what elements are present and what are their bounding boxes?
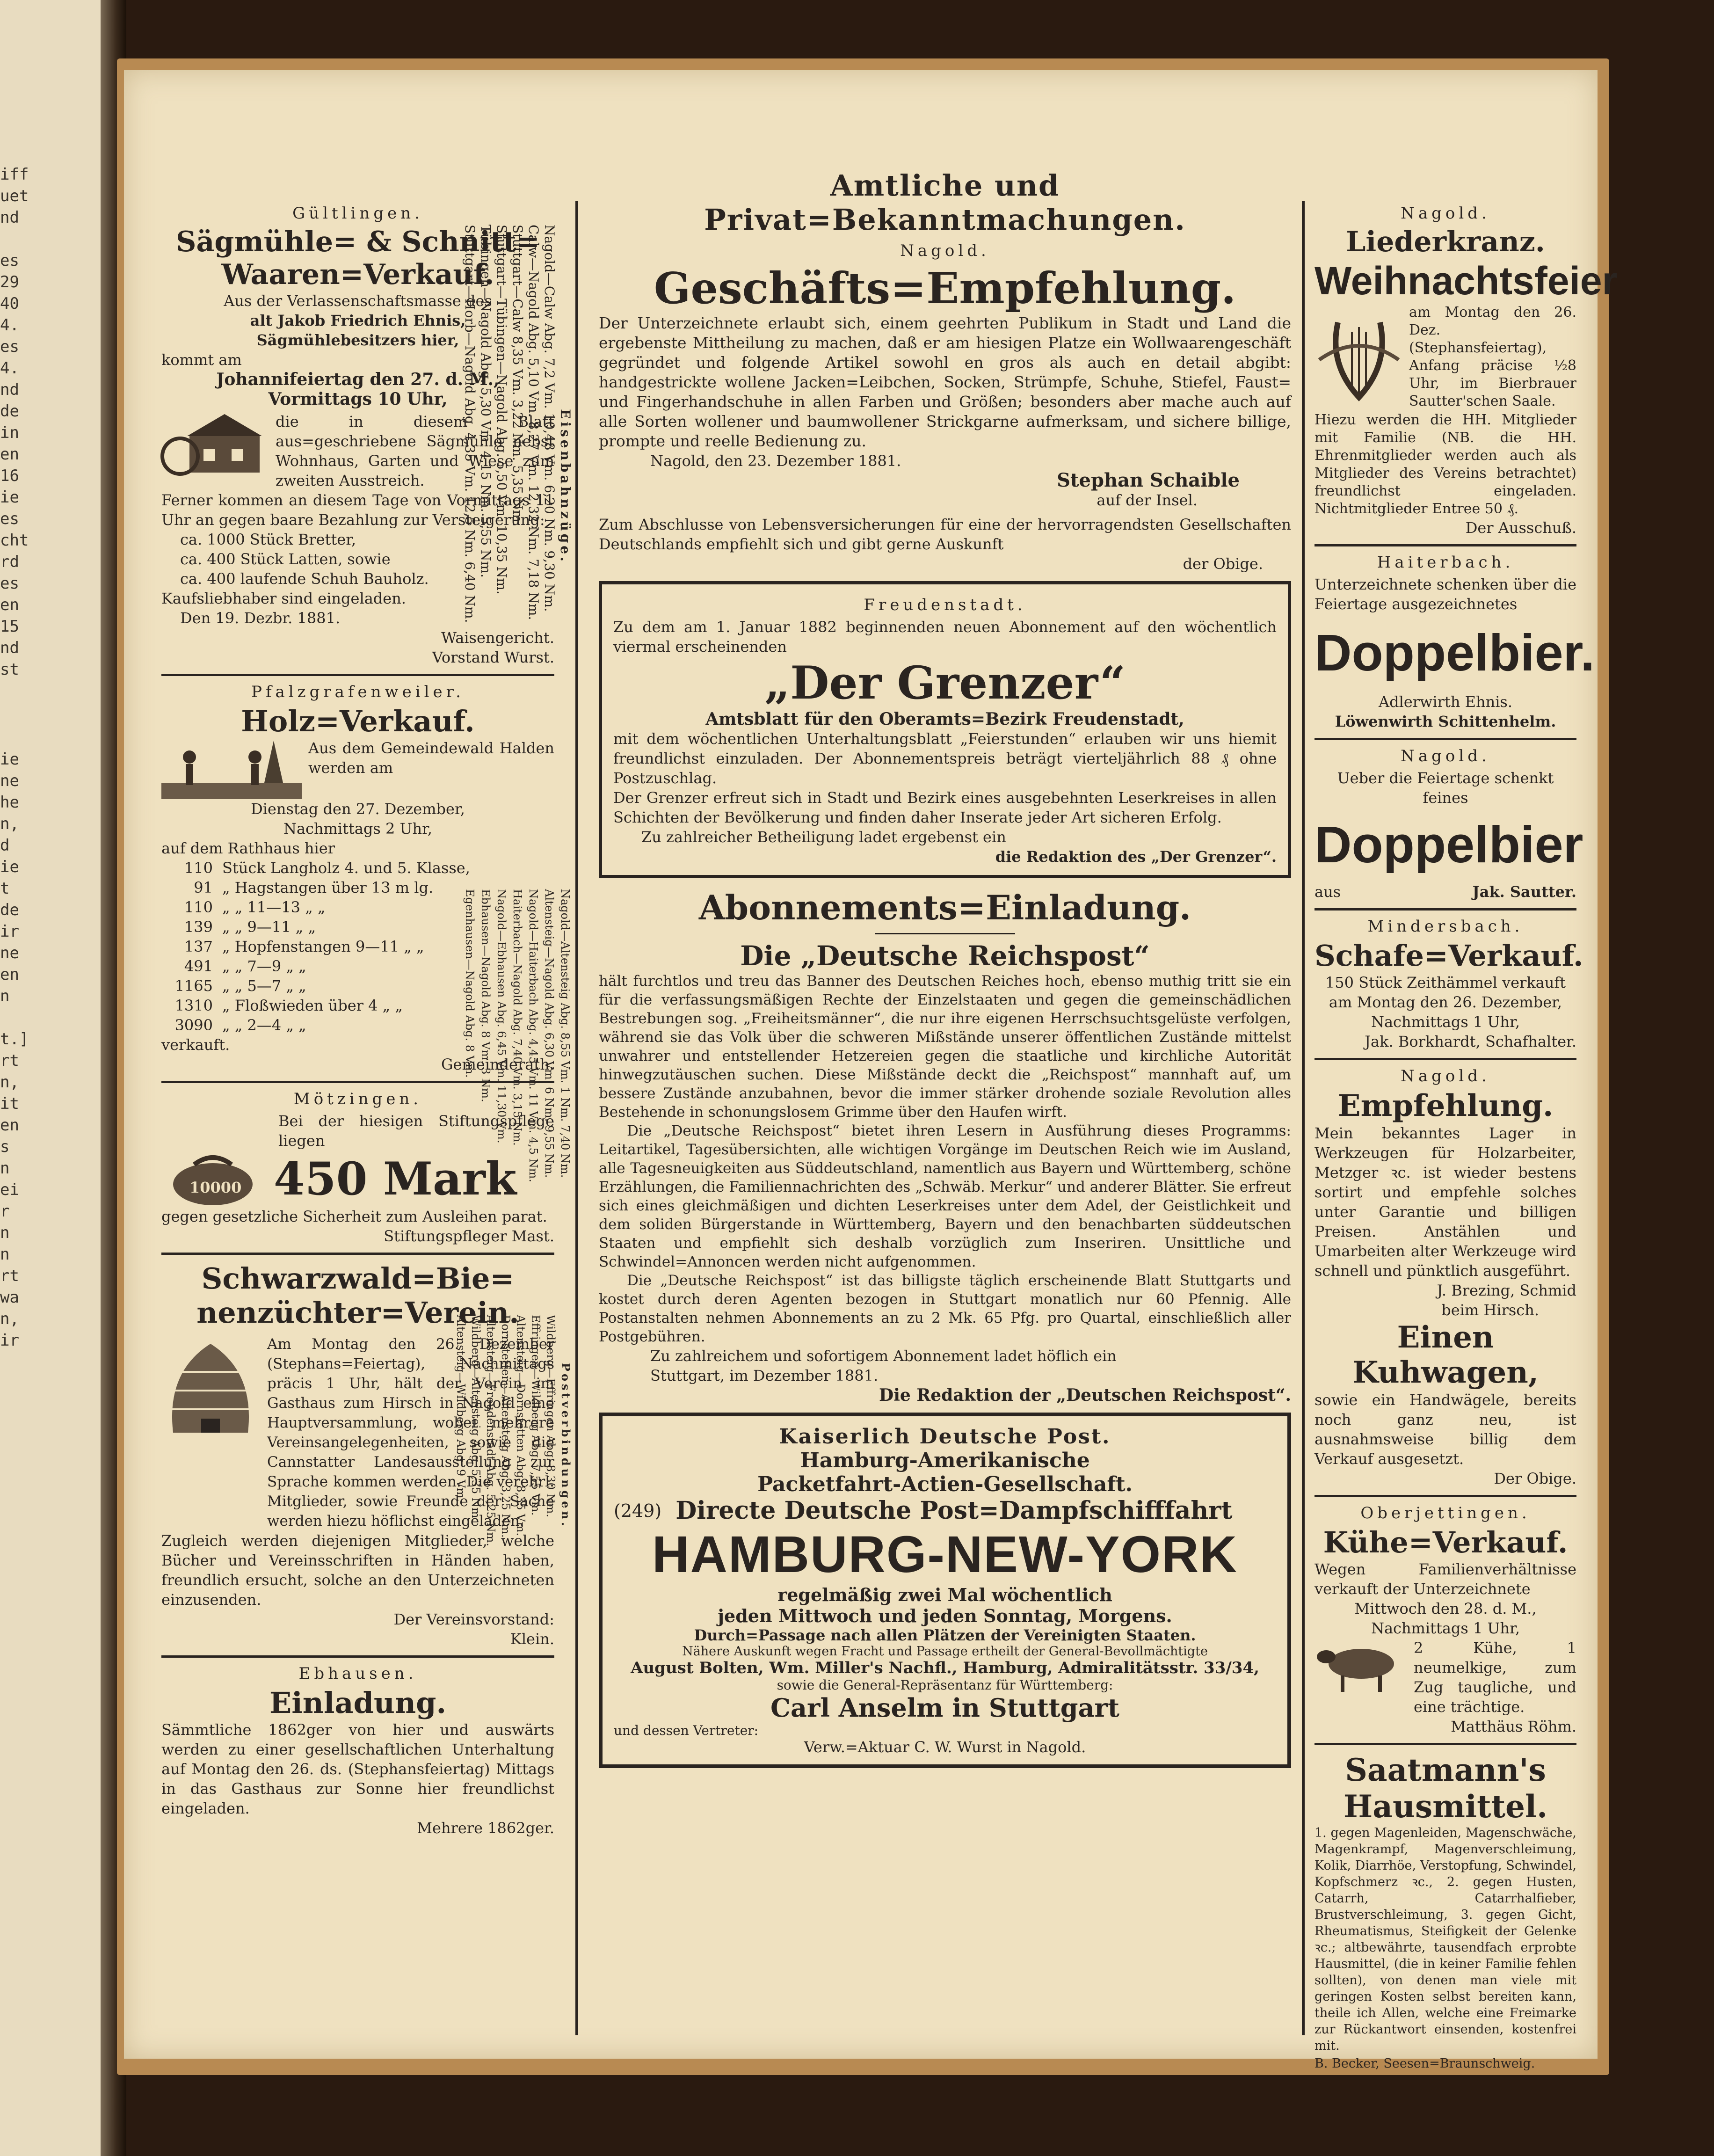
text: ca. 400 Stück Latten, sowie — [180, 550, 391, 568]
timetable-row: Altensteig—Wildberg Abg. 9 Vm. — [454, 1315, 467, 1502]
signature: Der Vereinsvorstand: — [393, 1610, 554, 1628]
signature: Mehrere 1862ger. — [417, 1819, 554, 1837]
text: 1. gegen Magenleiden, Magenschwäche, Magenkrampf, Magenverschleimung, Kolik, Diarrhöe, Verstopfung, Schwindel, Kopfschmerz ꝛc., 2. gegen Husten, Catarrh, Catarrhalfieber, Brustverschleimung, 3. gegen Gicht, Rheumatismus, Steifigkeit der Gelenke ꝛc.; altbewährte, tausendfach erprobte Hausmittel, (die in keiner Familie fehlen sollten), von denen man viele mit geringen Kosten selbst bereiten kann, theile ich Allen, welche eine Freimarke zur Rückantwort einsenden, kostenfrei mit. — [1315, 1826, 1576, 2053]
lyre-emblem-icon — [1315, 304, 1403, 411]
divider — [1315, 1495, 1576, 1497]
column-rule-right — [1302, 201, 1305, 2035]
ad-nagold-bier — [1315, 747, 1583, 902]
text: Carl Anselm in Stuttgart — [770, 1693, 1119, 1723]
timetable-row: Stuttgart—Calw 8,35 Vm. 3,22 Nm. 5,35 Nm. — [510, 225, 525, 527]
text: Der Grenzer erfreut sich in Stadt und Bezirk eines ausgebehnten Leserkreises in allen Schichten der Bevölkerung und finden daher Inserate jeder Art sicheren Erfolg. — [613, 789, 1277, 826]
text: Vormittags 10 Uhr, — [268, 389, 448, 409]
title: Doppelbier. — [1315, 624, 1595, 682]
text: Den 19. Dezbr. 1881. — [180, 609, 341, 627]
timetable-row: Haiterbach—Nagold Abg. 7,40 Vm. 3,15 Nm. — [511, 889, 524, 1146]
title: Einladung. — [269, 1686, 447, 1720]
title: Holz=Verkauf. — [241, 704, 475, 738]
title: Einen Kuhwagen, — [1352, 1320, 1539, 1390]
place: Nagold. — [1401, 747, 1490, 765]
text: Hamburg-Amerikanische — [800, 1449, 1090, 1472]
title: Abonnements=Einladung. — [698, 888, 1191, 927]
facing-page-text-top: iff uet nd es 29 40 4. es 4. nd de in en 16 ie es cht rd es en 15 nd st — [0, 165, 29, 679]
title: nenzüchter=Verein. — [196, 1296, 519, 1330]
text: Aus dem Gemeindewald Halden werden am — [308, 739, 554, 777]
text: Hiezu werden die HH. Mitglieder mit Familie (NB. die HH. Ehrenmitglieder werden auch als Mitglieder des Vereins betrachtet) freundlichst eingeladen. Nichtmitglieder Entree 50 ₰. — [1315, 412, 1576, 517]
title: Weihnachtsfeier — [1315, 259, 1618, 303]
newspaper-page — [124, 70, 1618, 2071]
signature: Vorstand Wurst. — [432, 648, 554, 666]
text: Aus der Verlassenschaftsmasse des — [224, 292, 492, 310]
mill-illustration-icon — [161, 412, 269, 477]
signature: Stiftungspfleger Mast. — [384, 1227, 554, 1245]
signature: beim Hirsch. — [1441, 1301, 1539, 1319]
text: Am Montag den 26. Dezember (Stephans=Feiertag), Nachmittags präcis 1 Uhr, hält der Verein im Gasthaus zum Hirsch in Nagold eine Hauptversammlung, wobei mehrere Vereinsangelegenheiten, sowie die Cannstatter Landesausstellung zur Sprache kommen werden. Die verehrl. Mitglieder, sowie Freunde der Sache werden hiezu höflichst eingeladen. — [267, 1336, 554, 1530]
divider — [1315, 738, 1576, 740]
place: Nagold. — [900, 241, 990, 260]
signature: Matthäus Röhm. — [1451, 1718, 1576, 1735]
post-timetable — [456, 1315, 573, 1577]
ad-mindersbach — [1315, 917, 1583, 1051]
place: Gültlingen. — [292, 204, 423, 223]
ad-hamburg-box — [599, 1413, 1291, 1768]
text: ca. 400 laufende Schuh Bauholz. — [180, 570, 429, 588]
timetable-title: Eisenbahnzüge. — [558, 409, 573, 564]
table-row: 91 „ Hagstangen über 13 m lg. — [194, 879, 434, 896]
title: Schafe=Verkauf. — [1315, 939, 1583, 973]
text: Zugleich werden diejenigen Mitglieder, welche Bücher und Vereinsschriften in Händen haben, freundlich ersucht, solche an den Unterzeichneten einzusenden. — [161, 1532, 554, 1609]
title: Liederkranz. — [1346, 226, 1545, 258]
text: Packetfahrt-Actien-Gesellschaft. — [757, 1472, 1133, 1496]
divider — [875, 933, 1015, 934]
title: Hausmittel. — [1343, 1788, 1548, 1825]
text: Nagold, den 23. Dezember 1881. — [650, 452, 901, 470]
railway-timetable-branch — [456, 889, 573, 1291]
signature: Die Redaktion der „Deutschen Reichspost“. — [879, 1385, 1291, 1405]
facing-page-edge — [0, 0, 117, 2156]
text: Ferner kommen an diesem Tage von Vormittags 11 Uhr an gegen baare Bezahlung zur Versteigerung: — [161, 491, 554, 529]
signature: B. Becker, Seesen=Braunschweig. — [1315, 2056, 1535, 2071]
text: die in diesem Blatt aus=geschriebene Sägmühle nebst Wohnhaus, Garten und Wiese zum zweiten Ausstreich. — [276, 413, 554, 489]
text: jeden Mittwoch und jeden Sonntag, Morgens. — [718, 1605, 1172, 1626]
timetable-row: Altensteig—Freudenstadt Abg. 5,25 Nm. — [484, 1315, 497, 1546]
text: Stuttgart, im Dezember 1881. — [650, 1367, 879, 1384]
middle-column — [599, 168, 1291, 1776]
text: mit dem wöchentlichen Unterhaltungsblatt „Feierstunden“ erlauben wir uns hiemit freundlichst einzuladen. Der Abonnementspreis beträgt vierteljährlich 88 ₰ ohne Postzuschlag. — [613, 730, 1277, 787]
signature: Gemeinderath. — [441, 1056, 554, 1073]
title: Sägmühle= & Schnitt= — [176, 226, 540, 258]
section-masthead: Amtliche und Privat=Bekanntmachungen. — [704, 168, 1186, 237]
subtitle: Die „Deutsche Reichspost“ — [740, 940, 1150, 972]
divider — [1315, 544, 1576, 546]
text: Unterzeichnete schenken über die Feiertage ausgezeichnetes — [1315, 575, 1576, 613]
right-column — [1315, 201, 1618, 2074]
text: aus — [1315, 883, 1341, 901]
timetable-row: Wildberg—Altensteig Abg. 5,35 Nm. — [469, 1315, 482, 1522]
railway-timetable — [456, 225, 573, 749]
text: Mittwoch den 28. d. M., Nachmittags 1 Uhr, — [1354, 1600, 1537, 1637]
table-row: 1165 „ „ 5—7 „ „ — [174, 977, 306, 995]
place: Nagold. — [1401, 1067, 1490, 1085]
timetable-row: Nagold—Altensteig Abg. 8,55 Vm. 1 Nm. 7,40 Nm. — [559, 889, 572, 1178]
timetable-row: Stuttgart—Tübingen—Nagold Abg. 5,50 Vm. 10,35 Nm. — [494, 225, 509, 595]
text: Ueber die Feiertage schenkt feines — [1337, 769, 1554, 807]
table-row: 139 „ „ 9—11 „ „ — [184, 918, 316, 936]
signature: Der Ausschuß. — [1465, 519, 1576, 537]
money-bag-label: 10000 — [189, 1179, 242, 1196]
place: Mindersbach. — [1367, 917, 1524, 936]
text: Der Unterzeichnete erlaubt sich, einem geehrten Publikum in Stadt und Land die ergebenste Mittheilung zu machen, daß er am hiesigen Platze ein Wollwaarengeschäft gegründet und folgende Artikel sowohl en gros als auch en detail abgibt: handgestrickte wollene Jacken=Leibchen, Socken, Strümpfe, Schuhe, Stiefel, Faust= und Fingerhandschuhe in allen Farben und Größen; besonders aber mache auch auf alle Sorten wollener und baumwollener Strickgarne aufmerksam, und sichere billige, prompte und reelle Bedienung zu. — [599, 314, 1291, 450]
timetable-row: Nagold—Calw Abg. 7,2 Vm. 10,48 Vm. 6,20 Nm. 9,30 Nm. — [542, 225, 557, 612]
text: August Bolten, Wm. Miller's Nachfl., Hamburg, Admiralitätsstr. 33/34, — [631, 1659, 1259, 1677]
place: Ebhausen. — [298, 1664, 417, 1683]
divider — [1315, 1743, 1576, 1745]
text: Nachmittags 2 Uhr, — [283, 820, 433, 838]
text: Zu zahlreicher Betheiligung ladet ergebenst ein — [641, 828, 1006, 846]
text: Kaufsliebhaber sind eingeladen. — [161, 590, 406, 607]
facing-page-text-bottom: ie ne he n, d ie t de ir ne en n t.] rt n, it en s n ei r n n rt wa n, ir — [0, 750, 29, 1350]
timetable-row: Wildberg—Effringen Abg. 8,30 Nm. — [544, 1315, 557, 1517]
text: Johannifeiertag den 27. d. M., — [216, 370, 500, 389]
timetable-title: Postverbindungen. — [559, 1362, 573, 1529]
signature: Der Obige. — [1494, 1470, 1576, 1487]
text: Directe Deutsche Post=Dampfschifffahrt — [675, 1496, 1233, 1525]
woodcutters-illustration-icon — [161, 738, 302, 799]
signature: Stephan Schaible — [1057, 469, 1240, 491]
title: HAMBURG-NEW-YORK — [652, 1526, 1238, 1583]
text: sowie ein Handwägele, bereits noch ganz neu, ist ausnahmsweise billig dem Verkauf ausgesetzt. — [1315, 1391, 1576, 1468]
text: Sämmtliche 1862ger von hier und auswärts werden zu einer gesellschaftlichen Unterhaltung auf Montag den 26. ds. (Stephansfeiertag) Mittags in das Gasthaus zur Sonne hier freundlichst eingeladen. — [161, 1721, 554, 1817]
timetable-row: Effringen—Wildberg Abg. 7,55 Vm. — [529, 1315, 542, 1516]
title: Kühe=Verkauf. — [1323, 1525, 1568, 1559]
text: 2 Kühe, 1 neumelkige, zum Zug taugliche, und eine trächtige. — [1414, 1639, 1576, 1716]
text: kommt am — [161, 351, 242, 369]
divider — [161, 1655, 554, 1658]
text: Wegen Familienverhältnisse verkauft der Unterzeichnete — [1315, 1560, 1576, 1598]
text: verkauft. — [161, 1036, 230, 1054]
text: sowie die General-Repräsentanz für Württemberg: — [777, 1677, 1113, 1693]
text: alt Jakob Friedrich Ehnis, — [250, 312, 466, 329]
text: ca. 1000 Stück Bretter, — [180, 531, 356, 548]
signature: Jak. Sautter. — [1472, 883, 1576, 901]
ad-grenzer-box — [599, 581, 1291, 878]
timetable-row: Altensteig—Dornstetten Abg. 8,35 Vm. — [514, 1315, 527, 1536]
ad-haiterbach — [1315, 553, 1595, 731]
signature: die Redaktion des „Der Grenzer“. — [995, 848, 1277, 866]
text: Amtsblatt für den Oberamts=Bezirk Freudenstadt, — [705, 709, 1184, 729]
timetable-row: Tübingen—Nagold Abg. 5,30 Vm. 4,15 Nm. 5,55 Nm. — [478, 225, 494, 578]
text: Sägmühlebesitzers hier, — [256, 331, 459, 349]
table-row: 491 „ „ 7—9 „ „ — [184, 957, 306, 975]
text: Zu dem am 1. Januar 1882 beginnenden neuen Abonnement auf den wöchentlich viermal erscheinenden — [613, 618, 1277, 656]
table-row: 110 Stück Langholz 4. und 5. Klasse, — [184, 859, 470, 877]
timetable-row: Nagold—Ebhausen Abg. 6,45 Vm. 11,30 Vm. — [495, 889, 508, 1144]
signature: Waisengericht. — [441, 629, 554, 647]
text: regelmäßig zwei Mal wöchentlich — [777, 1584, 1112, 1605]
text: gegen gesetzliche Sicherheit zum Ausleihen parat. — [161, 1208, 547, 1225]
text: Zu zahlreichem und sofortigem Abonnement ladet höflich ein — [650, 1347, 1117, 1365]
ad-liederkranz — [1315, 204, 1618, 538]
ad-empfehlung — [1315, 1067, 1576, 1488]
table-row: 1310 „ Floßwieden über 4 „ „ — [174, 997, 403, 1014]
money-bag-icon — [161, 1151, 264, 1207]
table-row: 110 „ „ 11—13 „ „ — [184, 898, 326, 916]
text: Die „Deutsche Reichspost“ bietet ihren Lesern in Ausführung dieses Programms: Leitartikel, Tagesübersichten, alle wichtigen Vorgänge im Deutschen Reich wie im Ausland, alle Tagesneuigkeiten aus Süddeutschland, namentlich aus Bayern und Württemberg, schöne Erzählungen, die Familiennachrichten des „Schwäb. Merkur“ und anderer Blätter. Sie erfreut sich eines gleichmäßigen und dichten Leserkreises unter dem Adel, der Geistlichkeit und dem soliden Bürgerstande in Württemberg, Bayern und den benachbarten süddeutschen Staaten und empfiehlt sich deshalb vorzüglich zum Inseriren. Unsittliche und Schwindel=Annoncen werden nicht aufgenommen. — [599, 1122, 1291, 1270]
place: Oberjettingen. — [1360, 1504, 1531, 1522]
place: Mötzingen. — [293, 1090, 422, 1108]
column-rule-left — [575, 201, 578, 2035]
signature: der Obige. — [1183, 555, 1263, 573]
text: hält furchtlos und treu das Banner des Deutschen Reiches hoch, ebenso muthig tritt sie ein für die verfassungsmäßigen Rechte der Einzelstaaten und gegen die gemeinschädlichen Bestrebungen sog. „Freiheitsmänner“, die nur ihre eigenen Herrschsuchtsgelüste verfolgen, während sie das Volk über die schweren Mißstände unserer öffentlichen Zustände mittelst unwahrer und entstellender Hetzereien gegen die staatliche und kirchliche Autorität hinwegzutäuschen suchen. Diese Mißstände deckt die „Reichspost“ mannhaft auf, um bessere Zustände anzubahnen, bevor die immer stärker drohende soziale Revolution alles Bestehende in schonungslosem Grimme über den Haufen wirft. — [599, 973, 1291, 1121]
divider — [1315, 908, 1576, 910]
signature: Klein. — [510, 1630, 554, 1648]
amount: 450 Mark — [274, 1152, 517, 1205]
place: Nagold. — [1401, 204, 1490, 223]
title: „Der Grenzer“ — [764, 656, 1126, 709]
signature: auf der Insel. — [1097, 491, 1198, 509]
text: Mein bekanntes Lager in Werkzeugen für Holzarbeiter, Metzger ꝛc. ist wieder bestens sortirt und empfehle solches unter Garantie und billigen Preisen. Anstählen und Umarbeiten alter Werkzeuge wird schnell und pünktlich ausgeführt. — [1315, 1124, 1576, 1280]
place: Freudenstadt. — [864, 596, 1026, 614]
ad-saatmann — [1315, 1752, 1576, 2074]
text: Kaiserlich Deutsche Post. — [779, 1425, 1111, 1449]
text: und dessen Vertreter: — [614, 1723, 759, 1738]
timetable-row: Calw—Nagold Abg. 5,10 Vm. 8,27 Vm. 12,32 Nm. 7,18 Nm. — [526, 225, 541, 620]
title: Doppelbier — [1315, 816, 1583, 874]
timetable-row: Egenhausen—Nagold Abg. 8 Vm. — [463, 889, 476, 1078]
text: Nähere Auskunft wegen Fracht und Passage ertheilt der General-Bevollmächtigte — [682, 1644, 1208, 1659]
title: Geschäfts=Empfehlung. — [654, 263, 1236, 313]
timetable-row: Dornstetten—Altensteig Abg. 3,25 Nm. — [499, 1315, 512, 1538]
table-row: 137 „ Hopfenstangen 9—11 „ „ — [184, 938, 424, 955]
beehive-icon — [161, 1334, 260, 1442]
signature: J. Brezing, Schmid — [1437, 1282, 1576, 1299]
cow-illustration-icon — [1315, 1638, 1408, 1694]
text: Zum Abschlusse von Lebensversicherungen für eine der hervorragendsten Gesellschaften Deutschlands empfiehlt sich und gibt gerne Auskunft — [599, 516, 1291, 553]
text: 150 Stück Zeithämmel verkauft am Montag den 26. Dezember, Nachmittags 1 Uhr, — [1325, 974, 1566, 1031]
ad-ebh — [161, 1664, 554, 1838]
timetable-row: Altensteig—Nagold Abg. 6,30 Vm. 6 Nm. 9,55 Nm. — [543, 889, 556, 1178]
signature: Adlerwirth Ehnis. — [1378, 693, 1513, 711]
signature: Löwenwirth Schittenhelm. — [1335, 713, 1556, 730]
place: Haiterbach. — [1377, 553, 1514, 572]
text: am Montag den 26. Dez. (Stephansfeiertag), Anfang präcise ½8 Uhr, im Bierbrauer Sautter'schen Saale. — [1409, 304, 1576, 409]
title: Saatmann's — [1345, 1752, 1546, 1788]
ad-oberjettingen — [1315, 1504, 1576, 1736]
table-row: 3090 „ „ 2—4 „ „ — [174, 1016, 306, 1034]
title: Empfehlung. — [1337, 1088, 1554, 1123]
timetable-row: Stuttgart—Horb—Nagold Abg. 4,35 Vm. 12,5 Nm. 6,40 Nm. — [462, 225, 478, 623]
text: Dienstag den 27. Dezember, — [251, 800, 465, 818]
timetable-row: Ebhausen—Nagold Abg. 8 Vm. 3 Nm. — [479, 889, 492, 1102]
text: Verw.=Aktuar C. W. Wurst in Nagold. — [804, 1738, 1086, 1756]
text: auf dem Rathhaus hier — [161, 839, 335, 857]
signature: Jak. Borkhardt, Schafhalter. — [1365, 1033, 1576, 1050]
divider — [1315, 1058, 1576, 1060]
title: Waaren=Verkauf. — [221, 258, 494, 291]
timetable-row: Nagold—Haiterbach Abg. 4,45 Vm. 11 Vm. 4,5 Nm. — [527, 889, 540, 1183]
ad-number: (249) — [614, 1500, 662, 1521]
text: Bei der hiesigen Stiftungspflege liegen — [278, 1112, 554, 1150]
text: Durch=Passage nach allen Plätzen der Vereinigten Staaten. — [694, 1626, 1196, 1644]
text: Die „Deutsche Reichspost“ ist das billigste täglich erscheinende Blatt Stuttgarts und kostet durch deren Agenten bezogen in Stuttgart monatlich nur 60 Pfennig. Alle Postanstalten nehmen Abonnements an zu 2 Mk. 65 Pfg. pro Quartal, einschließlich aller Postgebühren. — [599, 1272, 1291, 1345]
place: Pfalzgrafenweiler. — [251, 683, 465, 701]
title: Schwarzwald=Bie= — [201, 1261, 515, 1296]
